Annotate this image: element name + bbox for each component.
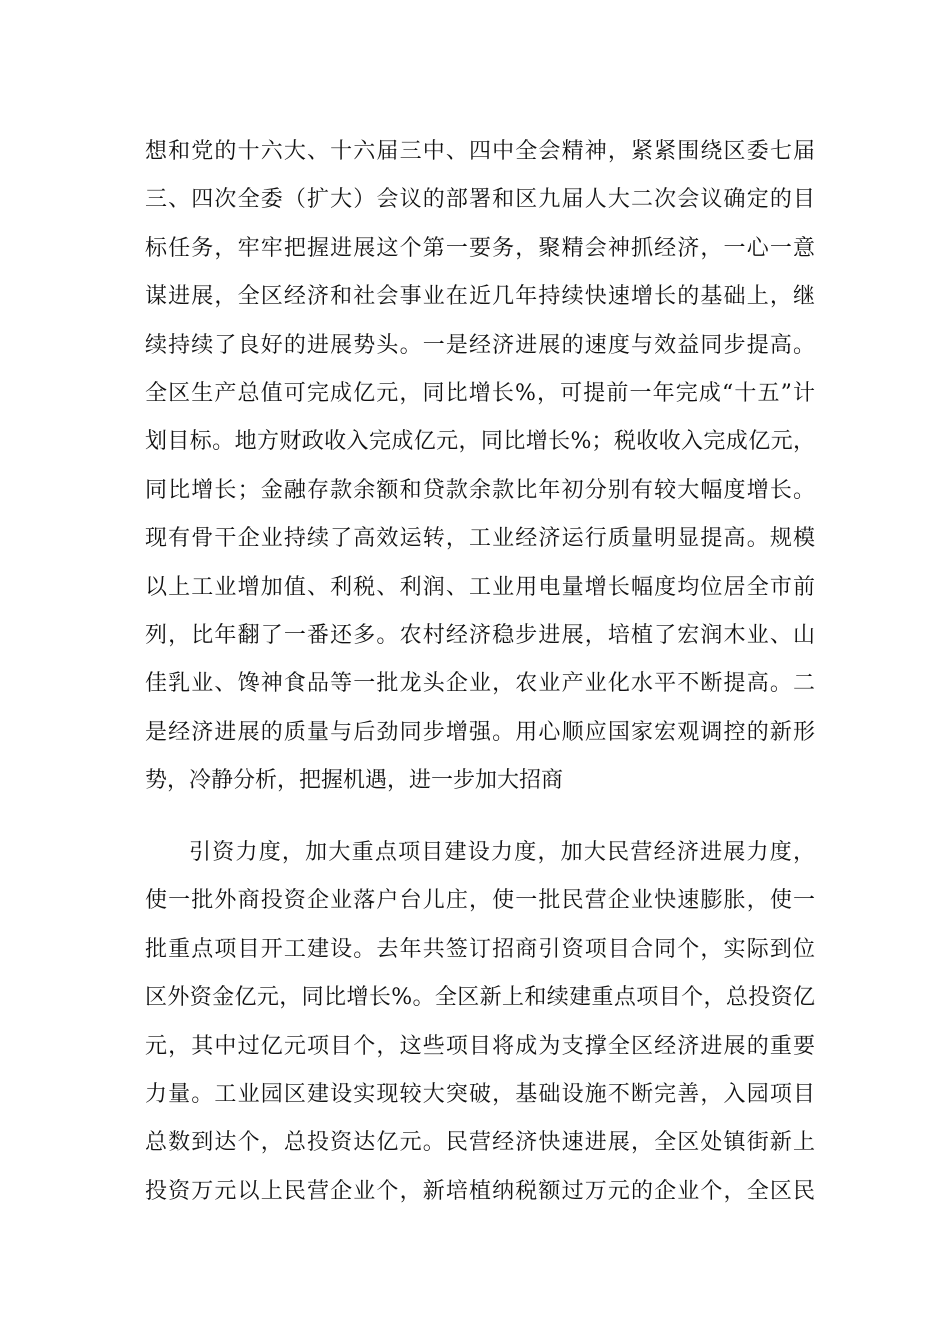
text-line: 列，比年翻了一番还多。农村经济稳步进展，培植了宏润木业、山 [145,622,815,648]
text-line: 势，冷静分析，把握机遇，进一步加大招商 [145,768,564,794]
paragraph-2 [145,829,815,1216]
text-line: 现有骨干企业持续了高效运转，工业经济运行质量明显提高。规模 [145,526,815,552]
text-line: 投资万元以上民营企业个，新培植纳税额过万元的企业个，全区民 [145,1178,815,1204]
text-line: 续持续了良好的进展势头。一是经济进展的速度与效益同步提高。 [145,332,815,358]
text-line: 全区生产总值可完成亿元，同比增长%，可提前一年完成“十五”计 [145,380,815,406]
paragraph-1 [145,128,815,805]
text-line: 以上工业增加值、利税、利润、工业用电量增长幅度均位居全市前 [145,574,815,600]
text-line: 批重点项目开工建设。去年共签订招商引资项目合同个，实际到位 [145,936,815,962]
text-line: 同比增长；金融存款余额和贷款余款比年初分别有较大幅度增长。 [145,477,815,503]
text-line: 总数到达个，总投资达亿元。民营经济快速进展，全区处镇街新上 [145,1130,815,1156]
text-line: 是经济进展的质量与后劲同步增强。用心顺应国家宏观调控的新形 [145,719,815,745]
text-line: 力量。工业园区建设实现较大突破，基础设施不断完善，入园项目 [145,1081,815,1107]
text-line: 三、四次全委（扩大）会议的部署和区九届人大二次会议确定的目 [145,187,815,213]
text-line: 划目标。地方财政收入完成亿元，同比增长%；税收收入完成亿元， [145,429,815,455]
text-line: 区外资金亿元，同比增长%。全区新上和续建重点项目个，总投资亿 [145,985,815,1011]
text-line: 使一批外商投资企业落户台儿庄，使一批民营企业快速膨胀，使一 [145,888,815,914]
text-line: 佳乳业、馋神食品等一批龙头企业，农业产业化水平不断提高。二 [145,671,815,697]
text-line: 元，其中过亿元项目个，这些项目将成为支撑全区经济进展的重要 [145,1033,815,1059]
text-line: 谋进展，全区经济和社会事业在近几年持续快速增长的基础上，继 [145,284,815,310]
text-line: 引资力度，加大重点项目建设力度，加大民营经济进展力度， [189,840,815,865]
text-line: 标任务，牢牢把握进展这个第一要务，聚精会神抓经济，一心一意 [145,235,815,261]
text-line: 想和党的十六大、十六届三中、四中全会精神，紧紧围绕区委七届 [145,139,815,164]
